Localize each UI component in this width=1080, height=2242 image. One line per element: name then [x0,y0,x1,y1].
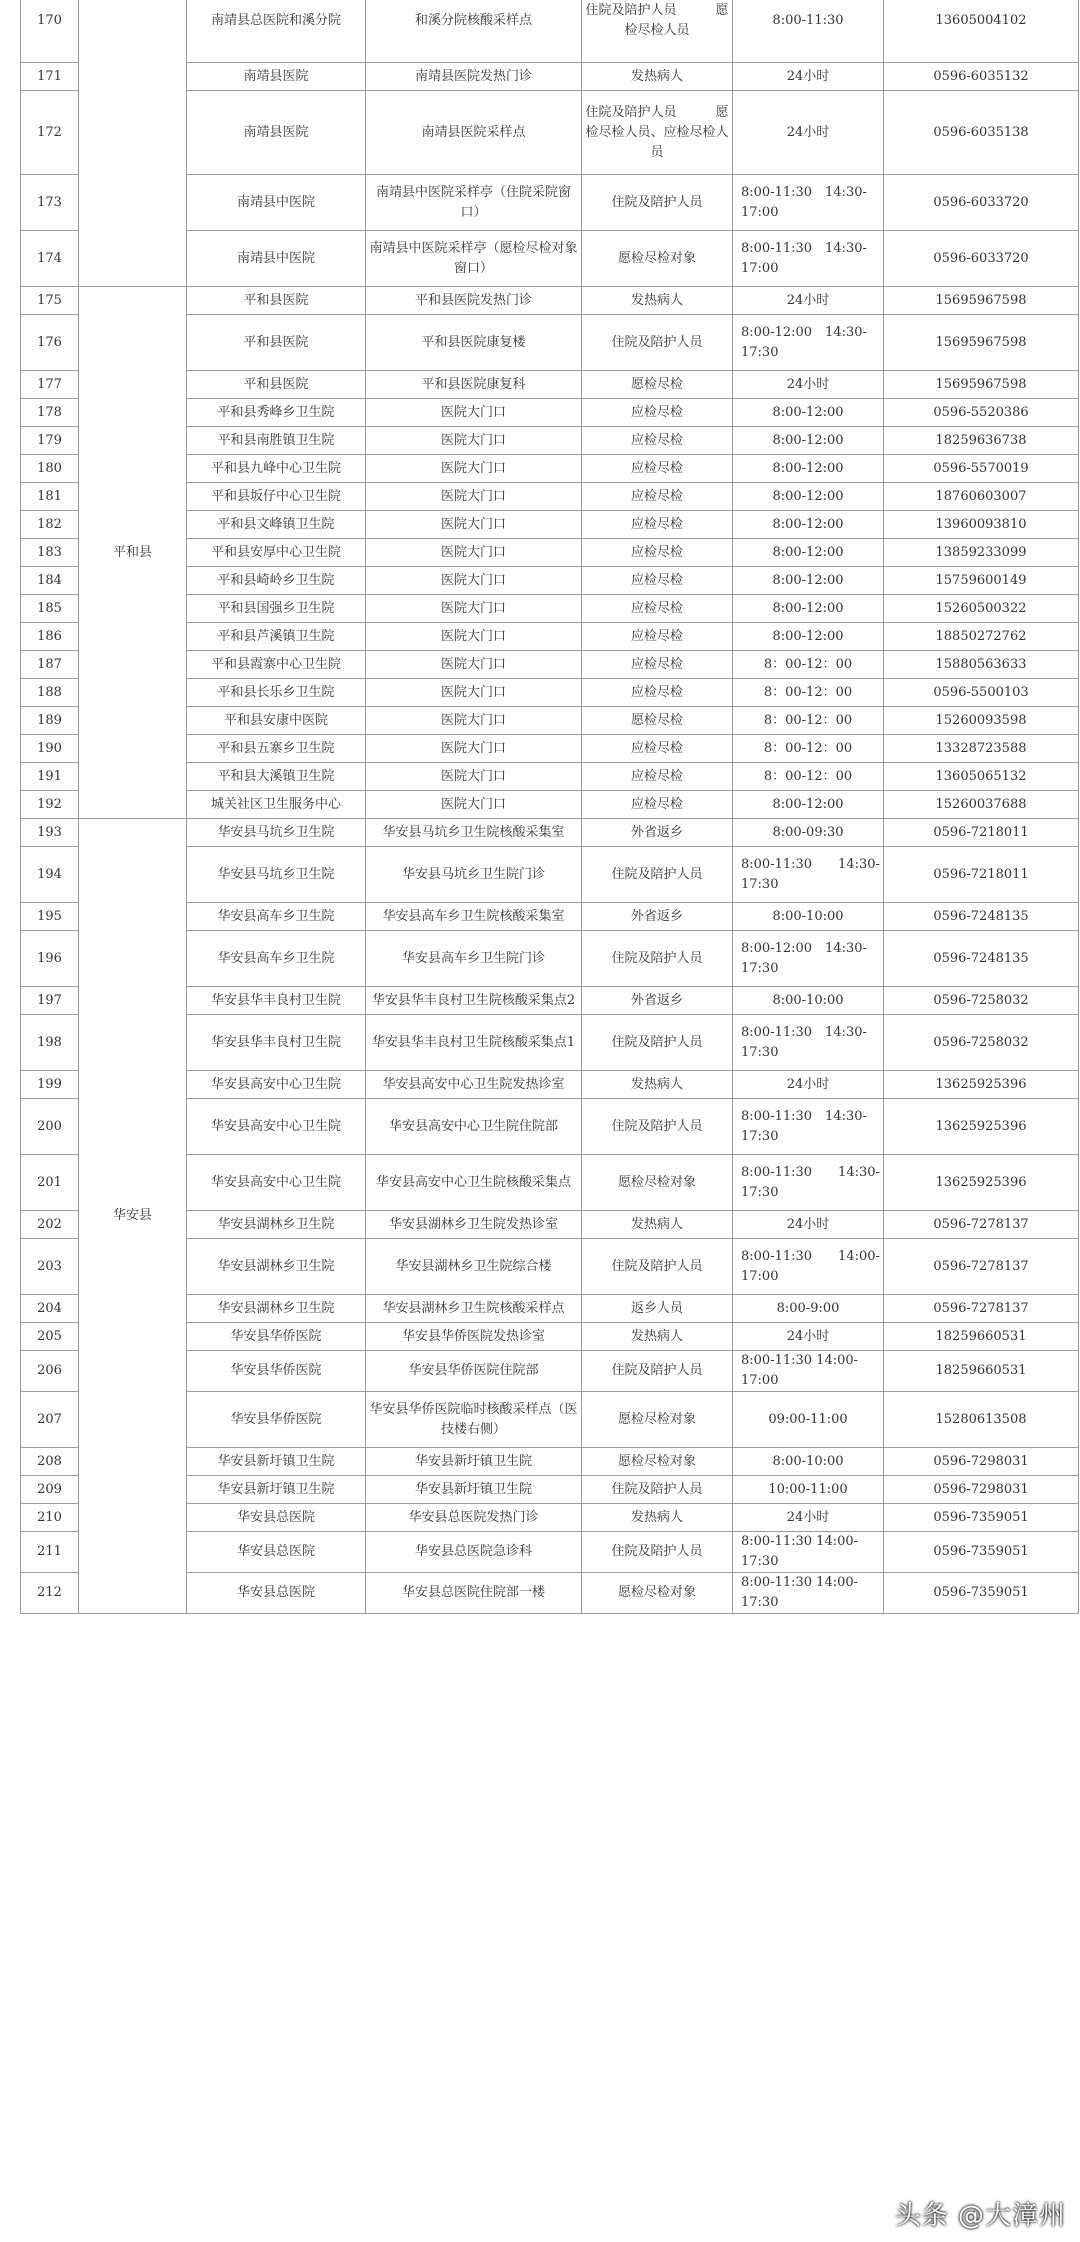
sampling-site: 医院大门口 [366,567,582,595]
contact-phone: 0596-5570019 [884,455,1079,483]
institution-name: 平和县国强乡卫生院 [187,595,366,623]
county-name: 华安县 [79,819,187,1614]
row-number: 190 [21,735,79,763]
target-group: 外省返乡 [582,903,733,931]
service-hours: 8:00-12:00 [733,595,884,623]
service-hours: 24小时 [733,1211,884,1239]
sampling-site: 华安县华侨医院临时核酸采样点（医技楼右侧） [366,1392,582,1448]
service-hours: 8:00-11:30 14:30-17:00 [733,231,884,287]
institution-name: 平和县安康中医院 [187,707,366,735]
contact-phone: 18259636738 [884,427,1079,455]
service-hours: 8:00-10:00 [733,987,884,1015]
sampling-site: 华安县高车乡卫生院门诊 [366,931,582,987]
contact-phone: 0596-7298031 [884,1448,1079,1476]
service-hours: 09:00-11:00 [733,1392,884,1448]
sampling-site: 医院大门口 [366,539,582,567]
target-group: 发热病人 [582,1211,733,1239]
row-number: 211 [21,1532,79,1573]
sampling-site: 南靖县医院发热门诊 [366,63,582,91]
institution-name: 华安县华侨医院 [187,1351,366,1392]
contact-phone: 0596-7298031 [884,1476,1079,1504]
contact-phone: 15260500322 [884,595,1079,623]
institution-name: 平和县长乐乡卫生院 [187,679,366,707]
contact-phone: 13859233099 [884,539,1079,567]
row-number: 182 [21,511,79,539]
service-hours: 8:00-12:00 14:30-17:30 [733,315,884,371]
contact-phone: 18259660531 [884,1323,1079,1351]
sampling-site: 华安县湖林乡卫生院综合楼 [366,1239,582,1295]
row-number: 204 [21,1295,79,1323]
contact-phone: 13625925396 [884,1071,1079,1099]
sampling-site: 平和县医院发热门诊 [366,287,582,315]
row-number: 172 [21,91,79,175]
service-hours: 8：00-12：00 [733,735,884,763]
institution-name: 华安县总医院 [187,1504,366,1532]
institution-name: 平和县芦溪镇卫生院 [187,623,366,651]
target-group: 住院及陪护人员 [582,1015,733,1071]
sampling-site: 医院大门口 [366,735,582,763]
institution-name: 平和县医院 [187,287,366,315]
institution-name: 平和县秀峰乡卫生院 [187,399,366,427]
target-group: 住院及陪护人员 愿检尽检人员 [582,0,733,63]
service-hours: 10:00-11:00 [733,1476,884,1504]
sampling-site: 医院大门口 [366,483,582,511]
institution-name: 华安县高安中心卫生院 [187,1099,366,1155]
service-hours: 24小时 [733,1504,884,1532]
sampling-site: 医院大门口 [366,791,582,819]
sampling-site: 华安县华丰良村卫生院核酸采集点1 [366,1015,582,1071]
row-number: 195 [21,903,79,931]
institution-name: 华安县高车乡卫生院 [187,903,366,931]
institution-name: 平和县安厚中心卫生院 [187,539,366,567]
target-group: 住院及陪护人员 愿检尽检人员、应检尽检人员 [582,91,733,175]
row-number: 208 [21,1448,79,1476]
sampling-site: 华安县马坑乡卫生院门诊 [366,847,582,903]
service-hours: 8:00-11:30 14:30-17:30 [733,1099,884,1155]
target-group: 住院及陪护人员 [582,847,733,903]
contact-phone: 15260037688 [884,791,1079,819]
institution-name: 平和县医院 [187,371,366,399]
contact-phone: 0596-7218011 [884,819,1079,847]
institution-name: 平和县大溪镇卫生院 [187,763,366,791]
row-number: 181 [21,483,79,511]
row-number: 212 [21,1573,79,1614]
contact-phone: 13960093810 [884,511,1079,539]
contact-phone: 0596-6033720 [884,231,1079,287]
contact-phone: 15759600149 [884,567,1079,595]
contact-phone: 15695967598 [884,287,1079,315]
row-number: 189 [21,707,79,735]
service-hours: 8:00-12:00 [733,483,884,511]
service-hours: 24小时 [733,1071,884,1099]
contact-phone: 0596-7258032 [884,987,1079,1015]
service-hours: 8:00-12:00 [733,567,884,595]
target-group: 应检尽检 [582,399,733,427]
contact-phone: 18760603007 [884,483,1079,511]
target-group: 应检尽检 [582,455,733,483]
target-group: 发热病人 [582,287,733,315]
row-number: 187 [21,651,79,679]
target-group: 发热病人 [582,1504,733,1532]
service-hours: 8:00-11:30 14:00-17:30 [733,1532,884,1573]
row-number: 185 [21,595,79,623]
row-number: 179 [21,427,79,455]
service-hours: 8:00-11:30 14:30-17:30 [733,847,884,903]
table-row [21,0,1079,63]
target-group: 应检尽检 [582,679,733,707]
contact-phone: 13625925396 [884,1099,1079,1155]
row-number: 175 [21,287,79,315]
contact-phone: 18850272762 [884,623,1079,651]
service-hours: 8:00-9:00 [733,1295,884,1323]
row-number: 196 [21,931,79,987]
sampling-site: 华安县高安中心卫生院住院部 [366,1099,582,1155]
contact-phone: 0596-5520386 [884,399,1079,427]
target-group: 住院及陪护人员 [582,1476,733,1504]
sampling-site: 南靖县医院采样点 [366,91,582,175]
institution-name: 平和县霞寨中心卫生院 [187,651,366,679]
institution-name: 华安县湖林乡卫生院 [187,1211,366,1239]
sampling-site: 华安县总医院急诊科 [366,1532,582,1573]
row-number: 206 [21,1351,79,1392]
row-number: 184 [21,567,79,595]
contact-phone: 0596-7248135 [884,931,1079,987]
contact-phone: 13605004102 [884,0,1079,63]
service-hours: 24小时 [733,91,884,175]
sampling-site: 南靖县中医院采样亭（住院采院窗口） [366,175,582,231]
contact-phone: 15280613508 [884,1392,1079,1448]
service-hours: 8：00-12：00 [733,679,884,707]
target-group: 愿检尽检对象 [582,1448,733,1476]
service-hours: 8:00-10:00 [733,1448,884,1476]
institution-name: 华安县新圩镇卫生院 [187,1448,366,1476]
service-hours: 8:00-11:30 14:30-17:30 [733,1015,884,1071]
contact-phone: 15695967598 [884,371,1079,399]
institution-name: 华安县新圩镇卫生院 [187,1476,366,1504]
sampling-site: 医院大门口 [366,455,582,483]
service-hours: 8:00-12:00 [733,623,884,651]
service-hours: 8:00-12:00 [733,399,884,427]
testing-sites-table [20,0,1079,1614]
row-number: 173 [21,175,79,231]
row-number: 191 [21,763,79,791]
institution-name: 平和县九峰中心卫生院 [187,455,366,483]
target-group: 应检尽检 [582,791,733,819]
row-number: 188 [21,679,79,707]
sampling-site: 平和县医院康复科 [366,371,582,399]
service-hours: 24小时 [733,287,884,315]
institution-name: 平和县医院 [187,315,366,371]
row-number: 201 [21,1155,79,1211]
contact-phone: 0596-6033720 [884,175,1079,231]
target-group: 应检尽检 [582,651,733,679]
row-number: 176 [21,315,79,371]
institution-name: 平和县五寨乡卫生院 [187,735,366,763]
row-number: 186 [21,623,79,651]
institution-name: 华安县马坑乡卫生院 [187,819,366,847]
contact-phone: 15880563633 [884,651,1079,679]
target-group: 住院及陪护人员 [582,1239,733,1295]
sampling-site: 医院大门口 [366,595,582,623]
target-group: 应检尽检 [582,763,733,791]
contact-phone: 0596-5500103 [884,679,1079,707]
sampling-site: 华安县华丰良村卫生院核酸采集点2 [366,987,582,1015]
row-number: 180 [21,455,79,483]
institution-name: 华安县总医院 [187,1532,366,1573]
table-row [21,819,1079,847]
sampling-site: 和溪分院核酸采样点 [366,0,582,63]
sampling-site: 医院大门口 [366,427,582,455]
contact-phone: 13625925396 [884,1155,1079,1211]
row-number: 192 [21,791,79,819]
row-number: 202 [21,1211,79,1239]
service-hours: 8:00-09:30 [733,819,884,847]
target-group: 愿检尽检对象 [582,1392,733,1448]
row-number: 171 [21,63,79,91]
sampling-site: 华安县新圩镇卫生院 [366,1476,582,1504]
sampling-site: 华安县总医院发热门诊 [366,1504,582,1532]
target-group: 愿检尽检对象 [582,1155,733,1211]
institution-name: 华安县总医院 [187,1573,366,1614]
row-number: 210 [21,1504,79,1532]
institution-name: 华安县湖林乡卫生院 [187,1239,366,1295]
target-group: 应检尽检 [582,483,733,511]
institution-name: 华安县湖林乡卫生院 [187,1295,366,1323]
row-number: 209 [21,1476,79,1504]
institution-name: 华安县高安中心卫生院 [187,1071,366,1099]
row-number: 203 [21,1239,79,1295]
target-group: 愿检尽检 [582,707,733,735]
service-hours: 8:00-11:30 14:30-17:00 [733,175,884,231]
row-number: 205 [21,1323,79,1351]
target-group: 应检尽检 [582,539,733,567]
institution-name: 平和县南胜镇卫生院 [187,427,366,455]
institution-name: 南靖县总医院和溪分院 [187,0,366,63]
service-hours: 8:00-11:30 14:00-17:30 [733,1573,884,1614]
county-name: 平和县 [79,287,187,819]
service-hours: 8：00-12：00 [733,707,884,735]
contact-phone: 15695967598 [884,315,1079,371]
institution-name: 南靖县中医院 [187,175,366,231]
institution-name: 南靖县中医院 [187,231,366,287]
sampling-site: 医院大门口 [366,623,582,651]
sampling-site: 华安县湖林乡卫生院核酸采样点 [366,1295,582,1323]
institution-name: 华安县高安中心卫生院 [187,1155,366,1211]
institution-name: 华安县马坑乡卫生院 [187,847,366,903]
institution-name: 城关社区卫生服务中心 [187,791,366,819]
target-group: 发热病人 [582,1071,733,1099]
row-number: 183 [21,539,79,567]
institution-name: 华安县华侨医院 [187,1323,366,1351]
sampling-site: 华安县高安中心卫生院发热诊室 [366,1071,582,1099]
row-number: 174 [21,231,79,287]
target-group: 住院及陪护人员 [582,1099,733,1155]
target-group: 应检尽检 [582,735,733,763]
sampling-site: 华安县总医院住院部一楼 [366,1573,582,1614]
target-group: 应检尽检 [582,595,733,623]
institution-name: 平和县文峰镇卫生院 [187,511,366,539]
sampling-site: 华安县高车乡卫生院核酸采集室 [366,903,582,931]
table-body [21,0,1079,1614]
service-hours: 8:00-12:00 [733,455,884,483]
service-hours: 8：00-12：00 [733,763,884,791]
contact-phone: 0596-7278137 [884,1239,1079,1295]
target-group: 返乡人员 [582,1295,733,1323]
sampling-site: 华安县高安中心卫生院核酸采集点 [366,1155,582,1211]
service-hours: 8:00-12:00 [733,791,884,819]
sampling-site: 华安县华侨医院发热诊室 [366,1323,582,1351]
service-hours: 8:00-11:30 14:00-17:00 [733,1351,884,1392]
service-hours: 24小时 [733,63,884,91]
row-number: 177 [21,371,79,399]
row-number: 199 [21,1071,79,1099]
service-hours: 8:00-12:00 14:30-17:30 [733,931,884,987]
row-number: 178 [21,399,79,427]
service-hours: 8:00-11:30 14:00-17:00 [733,1239,884,1295]
service-hours: 8:00-11:30 [733,0,884,63]
contact-phone: 0596-7359051 [884,1504,1079,1532]
target-group: 愿检尽检对象 [582,1573,733,1614]
contact-phone: 0596-7278137 [884,1211,1079,1239]
institution-name: 华安县华丰良村卫生院 [187,987,366,1015]
target-group: 愿检尽检对象 [582,231,733,287]
sampling-site: 华安县华侨医院住院部 [366,1351,582,1392]
institution-name: 华安县华侨医院 [187,1392,366,1448]
sampling-site: 医院大门口 [366,399,582,427]
contact-phone: 0596-7278137 [884,1295,1079,1323]
target-group: 外省返乡 [582,987,733,1015]
sampling-site: 华安县湖林乡卫生院发热诊室 [366,1211,582,1239]
institution-name: 南靖县医院 [187,63,366,91]
row-number: 170 [21,0,79,63]
sampling-site: 医院大门口 [366,511,582,539]
target-group: 应检尽检 [582,623,733,651]
contact-phone: 13328723588 [884,735,1079,763]
sampling-site: 医院大门口 [366,651,582,679]
contact-phone: 15260093598 [884,707,1079,735]
sampling-site: 医院大门口 [366,763,582,791]
target-group: 住院及陪护人员 [582,315,733,371]
sampling-site: 平和县医院康复楼 [366,315,582,371]
target-group: 愿检尽检 [582,371,733,399]
contact-phone: 0596-7359051 [884,1532,1079,1573]
service-hours: 24小时 [733,1323,884,1351]
contact-phone: 0596-7359051 [884,1573,1079,1614]
table-row [21,287,1079,315]
sampling-site: 医院大门口 [366,707,582,735]
row-number: 198 [21,1015,79,1071]
county-cell [79,0,187,287]
service-hours: 8:00-12:00 [733,511,884,539]
contact-phone: 18259660531 [884,1351,1079,1392]
row-number: 200 [21,1099,79,1155]
institution-name: 南靖县医院 [187,91,366,175]
contact-phone: 0596-7218011 [884,847,1079,903]
row-number: 193 [21,819,79,847]
service-hours: 8:00-10:00 [733,903,884,931]
row-number: 207 [21,1392,79,1448]
target-group: 外省返乡 [582,819,733,847]
contact-phone: 0596-7258032 [884,1015,1079,1071]
sampling-site: 华安县马坑乡卫生院核酸采集室 [366,819,582,847]
target-group: 住院及陪护人员 [582,931,733,987]
service-hours: 8:00-12:00 [733,427,884,455]
sampling-site: 南靖县中医院采样亭（愿检尽检对象窗口） [366,231,582,287]
target-group: 住院及陪护人员 [582,1351,733,1392]
target-group: 发热病人 [582,63,733,91]
target-group: 应检尽检 [582,511,733,539]
institution-name: 华安县华丰良村卫生院 [187,1015,366,1071]
institution-name: 平和县坂仔中心卫生院 [187,483,366,511]
row-number: 197 [21,987,79,1015]
target-group: 应检尽检 [582,567,733,595]
target-group: 应检尽检 [582,427,733,455]
row-number: 194 [21,847,79,903]
contact-phone: 0596-6035132 [884,63,1079,91]
institution-name: 华安县高车乡卫生院 [187,931,366,987]
service-hours: 8：00-12：00 [733,651,884,679]
service-hours: 8:00-12:00 [733,539,884,567]
contact-phone: 0596-6035138 [884,91,1079,175]
sampling-site: 医院大门口 [366,679,582,707]
contact-phone: 0596-7248135 [884,903,1079,931]
target-group: 发热病人 [582,1323,733,1351]
service-hours: 8:00-11:30 14:30-17:30 [733,1155,884,1211]
contact-phone: 13605065132 [884,763,1079,791]
watermark-bar [720,2216,880,2218]
service-hours: 24小时 [733,371,884,399]
sampling-site: 华安县新圩镇卫生院 [366,1448,582,1476]
target-group: 住院及陪护人员 [582,175,733,231]
institution-name: 平和县崎岭乡卫生院 [187,567,366,595]
watermark: 头条 @大漳州 [894,2201,1066,2231]
target-group: 住院及陪护人员 [582,1532,733,1573]
